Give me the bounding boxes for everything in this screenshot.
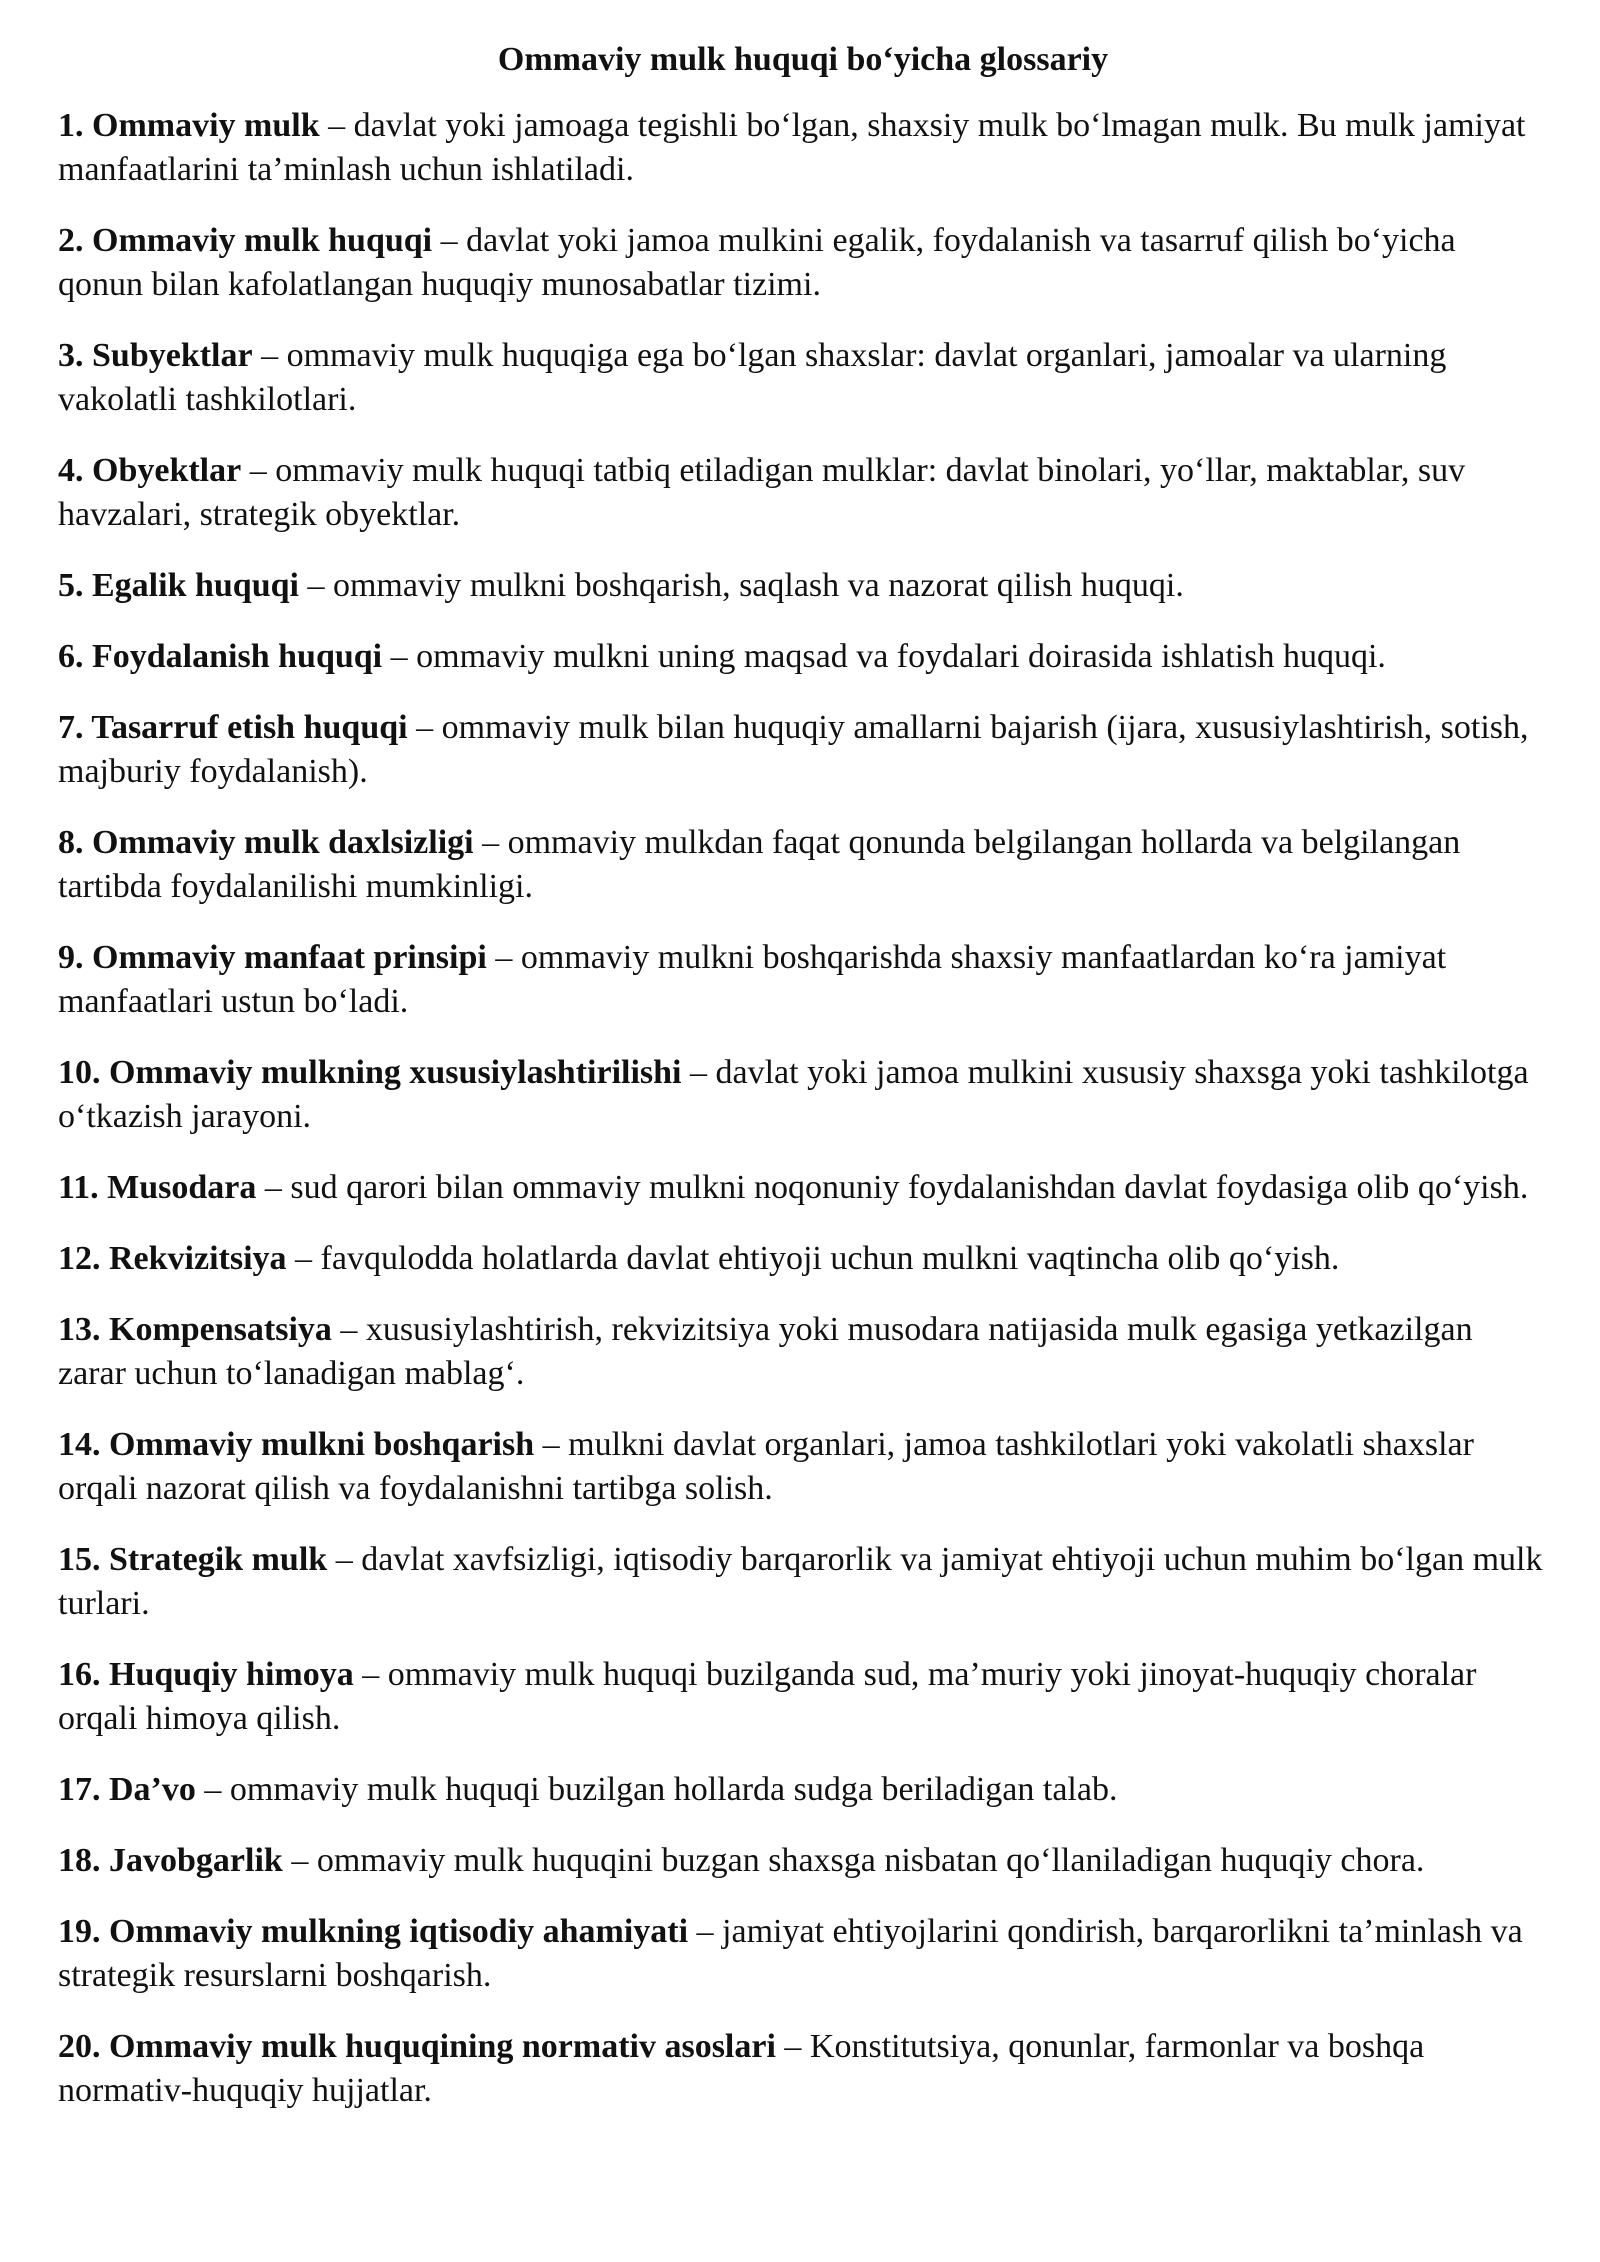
entry-term: 4. Obyektlar (58, 452, 242, 489)
entry-definition: – favqulodda holatlarda davlat ehtiyoji uchun mulkni vaqtincha olib qo‘yish. (286, 1240, 1340, 1277)
entry-term: 7. Tasarruf etish huquqi (58, 709, 408, 746)
entry-definition: – jamiyat ehtiyojlarini qondirish, barqarorlikni ta’minlash va strategik resurslarni boshqarish. (58, 1913, 1523, 1994)
glossary-entry (58, 1308, 1548, 1396)
entry-term: 2. Ommaviy mulk huquqi (58, 222, 433, 259)
glossary-entry (58, 2025, 1548, 2113)
glossary-entry (58, 449, 1548, 537)
entry-term: 6. Foydalanish huquqi (58, 638, 383, 675)
entry-definition: – xususiylashtirish, rekvizitsiya yoki musodara natijasida mulk egasiga yetkazilgan zarar uchun to‘lanadigan mablag‘. (58, 1311, 1473, 1392)
glossary-entry (58, 1051, 1548, 1139)
entry-definition: – ommaviy mulk huquqiga ega bo‘lgan shaxslar: davlat organlari, jamoalar va ularning vakolatli tashkilotlari. (58, 337, 1447, 418)
entry-definition: – ommaviy mulk huquqi buzilgan hollarda sudga beriladigan talab. (195, 1771, 1118, 1808)
entry-definition: – ommaviy mulk bilan huquqiy amallarni bajarish (ijara, xususiylashtirish, sotish, majburiy foydalanish). (58, 709, 1529, 790)
entry-definition: – ommaviy mulkni uning maqsad va foydalari doirasida ishlatish huquqi. (382, 638, 1386, 675)
entry-definition: – sud qarori bilan ommaviy mulkni noqonuniy foydalanishdan davlat foydasiga olib qo‘yish. (256, 1169, 1529, 1206)
entry-term: 3. Subyektlar (58, 337, 253, 374)
entry-term: 19. Ommaviy mulkning iqtisodiy ahamiyati (58, 1913, 689, 1950)
entry-definition: – davlat yoki jamoa mulkini egalik, foydalanish va tasarruf qilish bo‘yicha qonun bilan kafolatlangan huquqiy munosabatlar tizimi. (58, 222, 1456, 303)
entry-definition: – ommaviy mulkdan faqat qonunda belgilangan hollarda va belgilangan tartibda foydalanilishi mumkinligi. (58, 824, 1461, 905)
document-page (58, 38, 1548, 2140)
glossary-entry (58, 1653, 1548, 1741)
entry-definition: – davlat yoki jamoaga tegishli bo‘lgan, shaxsiy mulk bo‘lmagan mulk. Bu mulk jamiyat manfaatlarini ta’minlash uchun ishlatiladi. (58, 107, 1526, 188)
glossary-entry (58, 104, 1548, 192)
glossary-entry (58, 821, 1548, 909)
entry-term: 1. Ommaviy mulk (58, 107, 320, 144)
glossary-entry (58, 334, 1548, 422)
entry-term: 17. Da’vo (58, 1771, 196, 1808)
entry-term: 13. Kompensatsiya (58, 1311, 332, 1348)
entry-term: 11. Musodara (58, 1169, 257, 1206)
entry-term: 8. Ommaviy mulk daxlsizligi (58, 824, 474, 861)
glossary-entry (58, 1166, 1548, 1210)
glossary-entry (58, 706, 1548, 794)
entry-term: 16. Huquqiy himoya (58, 1656, 354, 1693)
glossary-entry (58, 1423, 1548, 1511)
entry-definition: – ommaviy mulk huquqi tatbiq etiladigan mulklar: davlat binolari, yo‘llar, maktablar, suv havzalari, strategik obyektlar. (58, 452, 1466, 533)
entry-term: 10. Ommaviy mulkning xususiylashtirilishi (58, 1054, 682, 1091)
entry-term: 15. Strategik mulk (58, 1541, 328, 1578)
entry-definition: – mulkni davlat organlari, jamoa tashkilotlari yoki vakolatli shaxslar orqali nazorat qilish va foydalanishni tartibga solish. (58, 1426, 1474, 1507)
glossary-entry (58, 1237, 1548, 1281)
entry-definition: – ommaviy mulkni boshqarish, saqlash va nazorat qilish huquqi. (298, 567, 1184, 604)
entry-term: 12. Rekvizitsiya (58, 1240, 287, 1277)
entry-term: 9. Ommaviy manfaat prinsipi (58, 939, 487, 976)
entry-definition: – davlat yoki jamoa mulkini xususiy shaxsga yoki tashkilotga o‘tkazish jarayoni. (58, 1054, 1529, 1135)
entry-definition: – ommaviy mulk huquqini buzgan shaxsga nisbatan qo‘llaniladigan huquqiy chora. (282, 1842, 1425, 1879)
entry-definition: – ommaviy mulkni boshqarishda shaxsiy manfaatlardan ko‘ra jamiyat manfaatlari ustun bo‘ladi. (58, 939, 1447, 1020)
entry-term: 20. Ommaviy mulk huquqining normativ asoslari (58, 2028, 776, 2065)
glossary-entry (58, 564, 1548, 608)
document-title: Ommaviy mulk huquqi bo‘yicha glossariy (497, 41, 1109, 78)
glossary-entry (58, 1538, 1548, 1626)
glossary-entry (58, 1910, 1548, 1998)
entry-definition: – Konstitutsiya, qonunlar, farmonlar va boshqa normativ-huquqiy hujjatlar. (58, 2028, 1425, 2109)
entry-term: 18. Javobgarlik (58, 1842, 283, 1879)
entry-term: 14. Ommaviy mulkni boshqarish (58, 1426, 535, 1463)
glossary-entry (58, 1768, 1548, 1812)
glossary-entry (58, 1839, 1548, 1883)
glossary-entry (58, 936, 1548, 1024)
entry-term: 5. Egalik huquqi (58, 567, 299, 604)
glossary-entry (58, 635, 1548, 679)
glossary-entry (58, 219, 1548, 307)
entry-definition: – davlat xavfsizligi, iqtisodiy barqarorlik va jamiyat ehtiyoji uchun muhim bo‘lgan mulk turlari. (58, 1541, 1543, 1622)
entry-definition: – ommaviy mulk huquqi buzilganda sud, ma’muriy yoki jinoyat-huquqiy choralar orqali himoya qilish. (58, 1656, 1477, 1737)
